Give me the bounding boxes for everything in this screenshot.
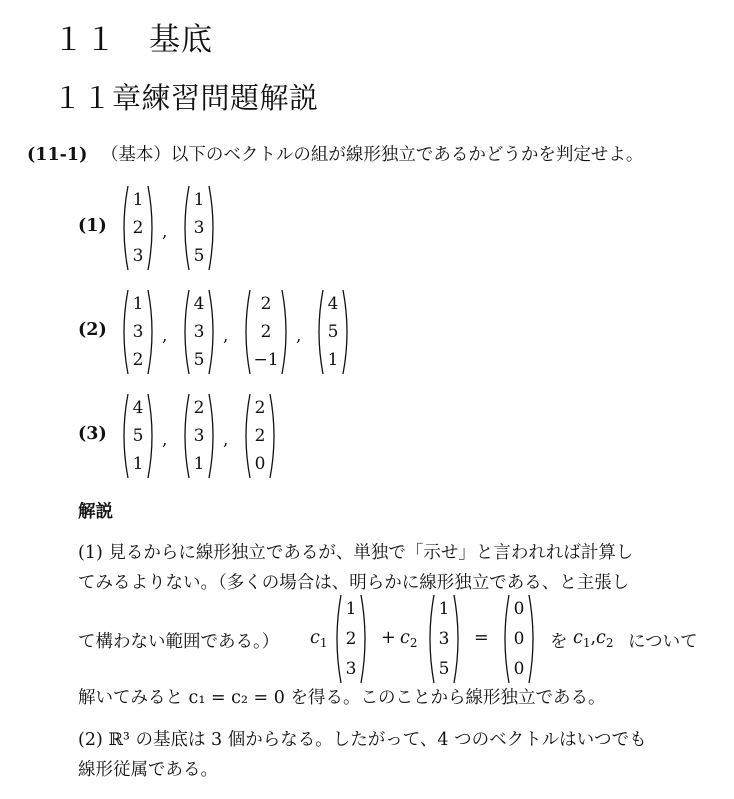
variable-base: c [573, 628, 583, 648]
vector-entry: 2 [254, 398, 266, 418]
variable-subscript: 1 [582, 636, 591, 650]
column-vector [120, 288, 156, 376]
comma: , [590, 628, 597, 648]
text-wo: を [550, 632, 568, 652]
vector-entry: 2 [132, 218, 144, 238]
right-paren [282, 290, 286, 374]
column-vector [181, 392, 217, 480]
vector-entry: 1 [438, 599, 450, 619]
variable-subscript: 1 [319, 636, 328, 650]
solution-p2-line2: 線形従属である。 [78, 760, 218, 780]
vector-entry: 5 [193, 246, 205, 266]
vector-separator: , [296, 326, 302, 346]
vector-separator: , [223, 326, 229, 346]
column-vector [501, 593, 537, 685]
vector-entry: 2 [260, 322, 272, 342]
text-nitsuite: について [628, 632, 698, 652]
coefficient-c2 [400, 628, 417, 648]
problem-statement: （基本）以下のベクトルの組が線形独立であるかどうかを判定せよ。 [100, 145, 644, 165]
right-paren [209, 186, 213, 270]
right-paren [148, 290, 152, 374]
vector-entry: 3 [345, 659, 357, 679]
column-vector [120, 184, 156, 272]
variable-base: c [596, 628, 606, 648]
problem-number: (11-1) [27, 145, 88, 165]
variable-subscript: 2 [605, 636, 614, 650]
left-paren [430, 595, 434, 683]
vector-separator: , [162, 222, 168, 242]
coefficient-c1 [310, 628, 327, 648]
equals-sign: = [474, 628, 489, 648]
item-label: (1) [78, 216, 107, 236]
vector-entry: 2 [345, 629, 357, 649]
vector-entry: 3 [438, 629, 450, 649]
vector-entry: 2 [260, 294, 272, 314]
right-paren [343, 290, 347, 374]
right-paren [361, 595, 365, 683]
right-paren [148, 394, 152, 478]
vector-entry: 3 [132, 246, 144, 266]
column-vector [120, 392, 156, 480]
plus-sign: + [381, 628, 396, 648]
left-paren [319, 290, 323, 374]
vector-entry: 1 [132, 190, 144, 210]
left-paren [246, 394, 250, 478]
column-vector [242, 288, 290, 376]
vector-entry: 0 [513, 659, 525, 679]
vector-entry: 3 [132, 322, 144, 342]
solution-p1-line3 [78, 628, 718, 658]
vector-entry: 1 [132, 294, 144, 314]
column-vector [426, 593, 462, 685]
variable-base: c [310, 628, 320, 648]
right-paren [209, 394, 213, 478]
section-title: １１ 基底 [53, 22, 213, 58]
vector-entry: 1 [327, 350, 339, 370]
left-paren [337, 595, 341, 683]
left-paren [246, 290, 250, 374]
left-paren [124, 394, 128, 478]
subsection-title: １１章練習問題解説 [53, 81, 319, 115]
right-paren [148, 186, 152, 270]
vector-entry: 4 [132, 398, 144, 418]
vector-entry: 3 [193, 426, 205, 446]
vector-entry: 2 [132, 350, 144, 370]
variables-c1-c2 [573, 628, 613, 648]
item-label: (3) [78, 424, 107, 444]
vector-entry: 5 [438, 659, 450, 679]
right-paren [454, 595, 458, 683]
variable-base: c [400, 628, 410, 648]
problem-header [27, 141, 643, 166]
left-paren [124, 186, 128, 270]
vector-entry: 0 [513, 599, 525, 619]
vector-entry: 1 [132, 454, 144, 474]
vector-entry: 1 [345, 599, 357, 619]
column-vector [333, 593, 369, 685]
column-vector [315, 288, 351, 376]
vector-separator: , [162, 326, 168, 346]
left-paren [185, 394, 189, 478]
item-label: (2) [78, 320, 107, 340]
vector-entry: 3 [193, 322, 205, 342]
right-paren [209, 290, 213, 374]
vector-entry: 5 [327, 322, 339, 342]
column-vector [181, 288, 217, 376]
solution-p1-line1: (1) 見るからに線形独立であるが、単独で「示せ」と言われれば計算し [78, 543, 634, 563]
left-paren [185, 186, 189, 270]
solution-p2-line1: (2) ℝ³ の基底は 3 個からなる。したがって、4 つのベクトルはいつでも [78, 730, 647, 750]
vector-entry: 4 [327, 294, 339, 314]
vector-entry: 5 [132, 426, 144, 446]
vector-entry: 0 [513, 629, 525, 649]
vector-entry: 1 [193, 454, 205, 474]
column-vector [242, 392, 278, 480]
vector-entry: 4 [193, 294, 205, 314]
vector-entry: 1 [193, 190, 205, 210]
vector-entry: 2 [193, 398, 205, 418]
vector-separator: , [162, 430, 168, 450]
left-paren [124, 290, 128, 374]
variable-subscript: 2 [409, 636, 418, 650]
vector-entry: 5 [193, 350, 205, 370]
left-paren [505, 595, 509, 683]
solution-p1-line2: てみるよりない。（多くの場合は、明らかに線形独立である、と主張し [78, 573, 630, 593]
vector-entry: 2 [254, 426, 266, 446]
line3-pre-text: て構わない範囲である。） [78, 632, 280, 652]
column-vector [181, 184, 217, 272]
right-paren [529, 595, 533, 683]
left-paren [185, 290, 189, 374]
solution-p1-line4: 解いてみると c₁ = c₂ = 0 を得る。このことから線形独立である。 [78, 688, 606, 708]
solution-heading: 解説 [78, 502, 113, 522]
vector-entry: 0 [254, 454, 266, 474]
vector-entry: 3 [193, 218, 205, 238]
vector-entry: −1 [253, 350, 279, 370]
vector-separator: , [223, 430, 229, 450]
right-paren [270, 394, 274, 478]
